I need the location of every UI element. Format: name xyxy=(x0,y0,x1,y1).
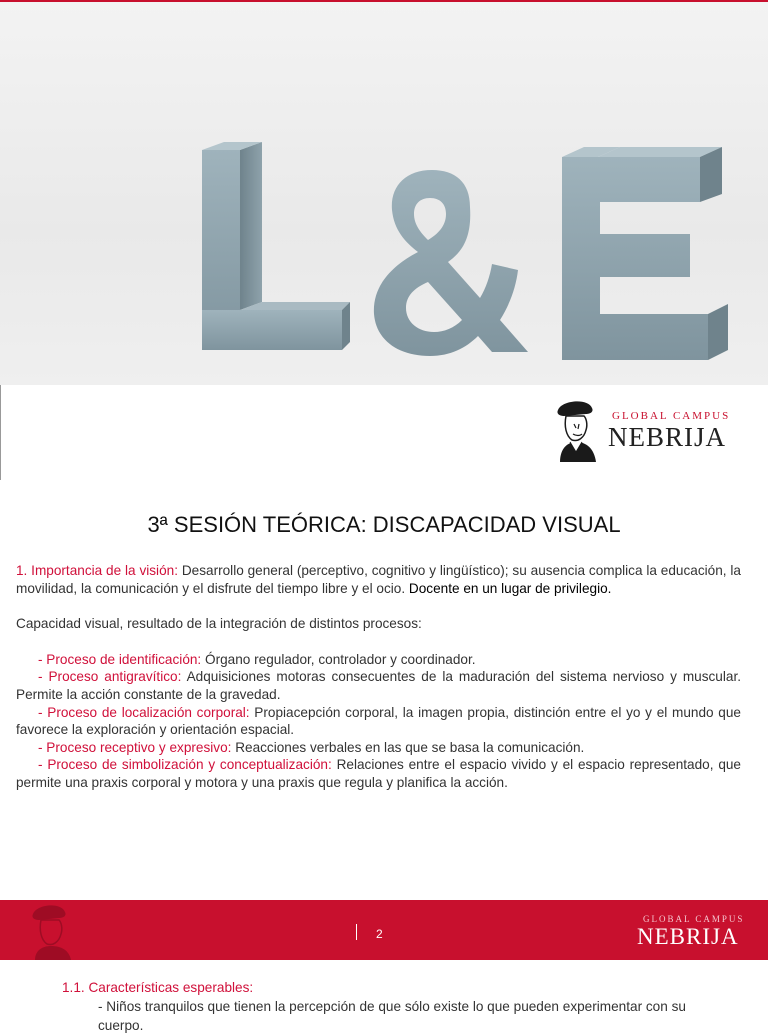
proceso-text: Adquisiciones motoras consecuentes de la maduración del sistema nervioso y muscular. Permite la acción constante de la gravedad. xyxy=(16,669,741,702)
proceso-item xyxy=(16,704,741,739)
proceso-item xyxy=(16,668,741,703)
letter-l-shape xyxy=(202,142,350,350)
proceso-label: - Proceso receptivo y expresivo: xyxy=(38,739,232,755)
ampersand-shape xyxy=(374,170,528,356)
proceso-label: - Proceso de identificación: xyxy=(38,651,202,667)
footer-portrait-icon xyxy=(25,900,81,960)
proceso-text: Propiacepción corporal, la imagen propia, distinción entre el yo y el mundo que favorece la exploración y orientación espacial. xyxy=(16,704,741,738)
footer-logo-big: NEBRIJA xyxy=(637,924,739,949)
proceso-label: - Proceso de localización corporal: xyxy=(38,704,250,720)
page-title: 3ª SESIÓN TEÓRICA: DISCAPACIDAD VISUAL xyxy=(147,512,621,537)
nebrija-logo xyxy=(548,396,748,466)
proceso-text: Reacciones verbales en las que se basa la comunicación. xyxy=(231,739,585,755)
section1-text: Desarrollo general (perceptivo, cognitivo y lingüístico); su ausencia complica la educación, la movilidad, la comunicación y el disfrute del tiempo libre y el ocio. xyxy=(16,563,741,596)
subsection-bullet: - Niños tranquilos que tienen la percepción de que sólo existe lo que pueden experimentar con su cuerpo. xyxy=(98,999,686,1033)
footer-logo-small: GLOBAL CAMPUS xyxy=(643,914,745,924)
capacidad-paragraph: Capacidad visual, resultado de la integración de distintos procesos: xyxy=(16,616,422,632)
left-divider xyxy=(0,385,1,480)
logo-small-text: GLOBAL CAMPUS xyxy=(612,410,731,422)
proceso-item xyxy=(16,756,741,791)
proceso-text: Órgano regulador, controlador y coordinador. xyxy=(201,651,476,667)
section1-emphasis: Docente en un lugar de privilegio. xyxy=(408,580,612,596)
proceso-label: - Proceso de simbolización y conceptualización: xyxy=(38,757,332,773)
page-number: 2 xyxy=(376,927,383,941)
subsection xyxy=(62,978,722,1035)
nebrija-portrait-icon xyxy=(548,396,608,466)
header-image xyxy=(0,2,768,385)
proceso-item xyxy=(16,739,741,757)
section1-paragraph xyxy=(16,562,741,597)
main-body-text xyxy=(16,562,741,792)
footer-bar xyxy=(0,900,768,960)
footer-divider xyxy=(356,924,357,940)
letter-e-shape xyxy=(562,147,728,360)
section1-label: 1. Importancia de la visión: xyxy=(16,563,178,578)
proceso-label: - Proceso antigravítico: xyxy=(38,669,182,685)
logo-big-text: NEBRIJA xyxy=(608,422,727,452)
proceso-item xyxy=(16,651,741,669)
subsection-label: 1.1. Características esperables: xyxy=(62,980,254,995)
proceso-text: Relaciones entre el espacio vivido y el espacio representado, que permite una praxis corporal y motora y una praxis que regula y planifica la acción. xyxy=(16,757,741,790)
